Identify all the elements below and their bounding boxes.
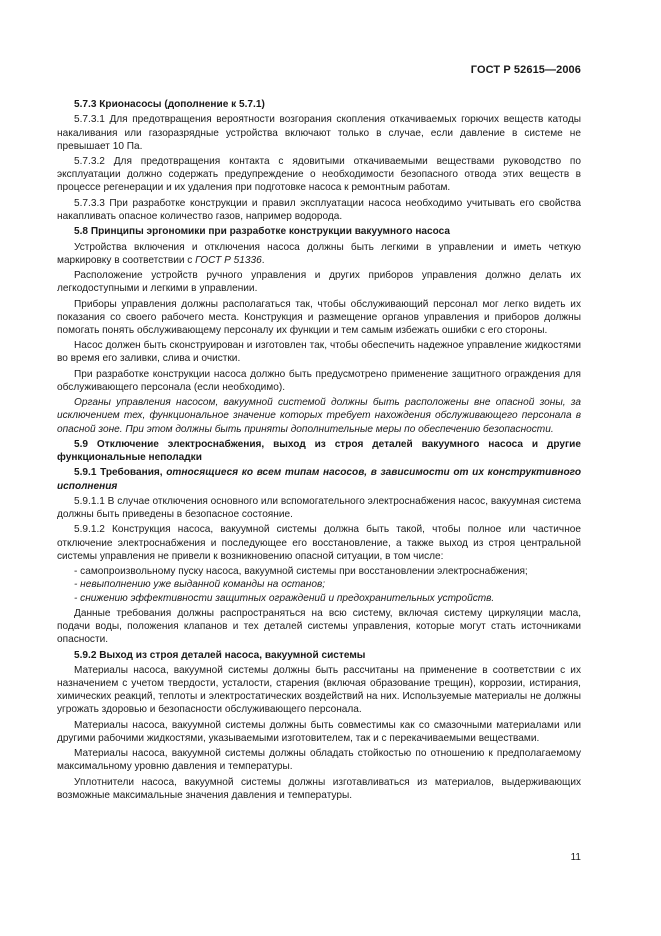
section-5-9-1-heading: [57, 466, 581, 492]
section-5-8-heading: 5.8 Принципы эргономики при разработке конструкции вакуумного насоса: [74, 226, 451, 238]
paragraph-5-8-1: [57, 241, 581, 267]
paragraph-5-8-1-text: Устройства включения и отключения насоса должны быть легкими в управлении и иметь четкую маркировку в соответствии с: [57, 241, 581, 266]
paragraph-5-8-3: Приборы управления должны располагаться так, чтобы обслуживающий персонал мог легко видеть их показания со своего рабочего места. Конструкция и размещение органов управления и приборов должны помогать понять обслуживающему персоналу их функции и тем самым избежать ошибки с его стороны.: [57, 298, 581, 336]
section-5-9-1-title: относящиеся ко всем типам насосов, в зависимости от их конструктивного исполнения: [57, 467, 581, 492]
list-item: - снижению эффективности защитных ограждений и предохранительных устройств.: [57, 592, 581, 605]
section-5-9-2-heading: 5.9.2 Выход из строя деталей насоса, вакуумной системы: [74, 649, 366, 661]
list-item: - самопроизвольному пуску насоса, вакуумной системы при восстановлении электроснабжения;: [57, 565, 581, 578]
paragraph-5-8-1-end: .: [261, 254, 265, 266]
page-number: 11: [570, 852, 581, 863]
paragraph-5-7-3-3: 5.7.3.3 При разработке конструкции и правил эксплуатации насоса необходимо учитывать его свойства накапливать опасное количество газов, например водорода.: [57, 197, 581, 222]
paragraph-5-8-6-italic: Органы управления насосом, вакуумной системой должны быть расположены вне опасной зоны, за исключением тех, функциональное значение которых требует нахождения обслуживающего персонала в опасной зоне. При этом должны быть приняты дополнительные меры по обеспечению безопасности.: [57, 397, 581, 435]
document-body: [57, 98, 581, 804]
section-5-9-1-number: 5.9.1 Требования,: [74, 467, 167, 479]
paragraph-5-9-1-2: 5.9.1.2 Конструкция насоса, вакуумной системы должна быть такой, чтобы полное или частичное отключение электроснабжения и последующее его восстановление, а также выход из строя центральной системы управления не привели к возникновению опасной ситуации, в том числе:: [57, 524, 581, 562]
paragraph-5-8-4: Насос должен быть сконструирован и изготовлен так, чтобы обеспечить надежное управление жидкостями во время его заливки, слива и очистки.: [57, 340, 581, 365]
document-id-header: ГОСТ Р 52615—2006: [470, 64, 581, 76]
paragraph-5-9-1-3: Данные требования должны распространяться на всю систему, включая систему циркуляции масла, подачи воды, положения клапанов и тех деталей системы управления, которые могут стать источниками опасности.: [57, 607, 581, 646]
section-5-9-heading: 5.9 Отключение электроснабжения, выход из строя деталей вакуумного насоса и другие функциональные неполадки: [57, 438, 581, 464]
paragraph-5-8-2: Расположение устройств ручного управления и других приборов управления должно делать их легкодоступными и легкими в управлении.: [57, 270, 581, 295]
paragraph-5-9-2-3: Материалы насоса, вакуумной системы должны обладать стойкостью по отношению к предполагаемому максимальному уровню давления и температуры.: [57, 748, 581, 773]
paragraph-5-9-1-1: 5.9.1.1 В случае отключения основного или вспомогательного электроснабжения насос, вакуумная система должны быть приведены в безопасное состояние.: [57, 495, 582, 521]
paragraph-5-7-3-1: 5.7.3.1 Для предотвращения вероятности возгорания скопления откачиваемых горючих веществ катоды накаливания или газоразрядные устройства включают только в случае, если давление в системе не превышает 10 Па.: [57, 114, 581, 152]
standard-reference-link[interactable]: ГОСТ Р 51336: [195, 254, 262, 266]
hazard-list: [57, 565, 581, 605]
paragraph-5-7-3-2: 5.7.3.2 Для предотвращения контакта с ядовитыми откачиваемыми веществами руководство по эксплуатации должно содержать предупреждение о необходимости безопасного отвода этих веществ в процессе регенерации и их удаления при подготовке насоса к ремонтным работам.: [57, 156, 581, 194]
section-5-7-3-heading: 5.7.3 Крионасосы (дополнение к 5.7.1): [74, 99, 265, 110]
paragraph-5-9-2-1: Материалы насоса, вакуумной системы должны быть рассчитаны на применение в соответствии с их назначением с учетом твердости, усталости, старения (включая образование трещин), коррозии, истирания, химических реакций, теплоты и электростатических воздействий на них. Используемые материалы не должны угрожать здоровью и безопасности обслуживающего персонала.: [57, 664, 581, 716]
list-item: - невыполнению уже выданной команды на останов;: [57, 578, 581, 591]
paragraph-5-9-2-2: Материалы насоса, вакуумной системы должны быть совместимы как со смазочными материалами или другими рабочими жидкостями, указываемыми изготовителем, так и с перекачиваемыми веществами.: [57, 719, 581, 744]
paragraph-5-9-2-4: Уплотнители насоса, вакуумной системы должны изготавливаться из материалов, выдерживающих возможные максимальные значения давления и температуры.: [57, 776, 581, 801]
paragraph-5-8-5: При разработке конструкции насоса должно быть предусмотрено применение защитного ограждения для обслуживающего персонала (если необходимо).: [57, 368, 581, 393]
